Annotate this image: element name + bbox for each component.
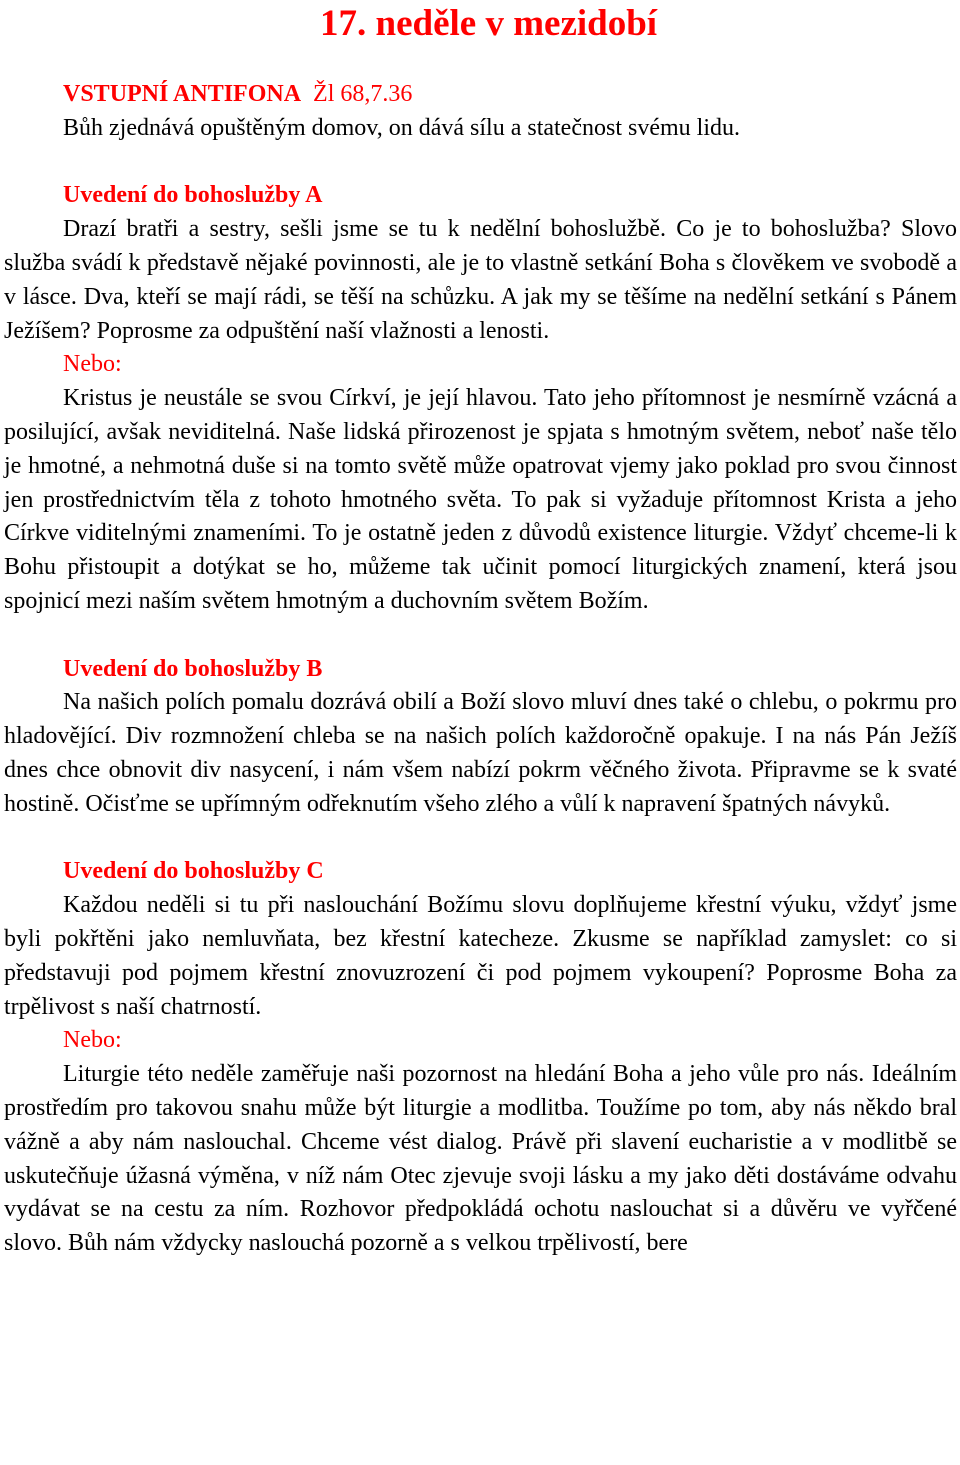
entrance-antiphon-text: Bůh zjednává opuštěným domov, on dává sílu a statečnost svému lidu. bbox=[63, 114, 740, 141]
intro-c-heading: Uvedení do bohoslužby C bbox=[63, 858, 324, 885]
intro-b-heading: Uvedení do bohoslužby B bbox=[63, 655, 323, 682]
entrance-antiphon-heading bbox=[4, 78, 957, 112]
intro-a-heading: Uvedení do bohoslužby A bbox=[63, 182, 323, 209]
spacer bbox=[4, 822, 957, 856]
document-page bbox=[4, 0, 957, 1261]
entrance-antiphon-reference: Žl 68,7.36 bbox=[313, 81, 413, 107]
intro-a-paragraph-2: Kristus je neustále se svou Církví, je její hlavou. Tato jeho přítomnost je nesmírně vzácná a posilující, avšak neviditelná. Naše lidská přirozenost je spjata s hmotným světem, neboť naše tělo je hmotné, a nehmotná duše si na tomto světě může opatrovat vjemy jako poklad pro svou činnost jen prostřednictvím těla z tohoto hmotného světa. To pak si vyžaduje přítomnost Krista a jeho Církve viditelnými znameními. To je ostatně jeden z důvodů existence liturgie. Vždyť chceme-li k Bohu přistoupit a dotýkat se ho, můžeme tak učinit pomocí liturgických znamení, která jsou spojnicí mezi naším světem hmotným a duchovním světem Božím. bbox=[4, 385, 957, 614]
spacer bbox=[4, 619, 957, 653]
spacer bbox=[4, 146, 957, 180]
intro-b-paragraph-1: Na našich polích pomalu dozrává obilí a Boží slovo mluví dnes také o chlebu, o pokrmu pro hladovějící. Div rozmnožení chleba se na našich polích každoročně opakuje. I na nás Pán Ježíš dnes chce obnovit div nasycení, i nám všem nabízí pokrm věčného života. Připravme se k svaté hostině. Očisťme se upřímným odřeknutím všeho zlého a vůlí k napravení špatných návyků. bbox=[4, 689, 957, 817]
intro-c-paragraph-1: Každou neděli si tu při naslouchání Božímu slovu doplňujeme křestní výuku, vždyť jsme byli pokřtěni jako nemluvňata, bez křestní katecheze. Zkusme se například zamyslet: co si představuji pod pojmem křestní znovuzrození či pod pojmem vykoupení? Poprosme Boha za trpělivost s naší chatrností. bbox=[4, 892, 957, 1020]
page-title: 17. neděle v mezidobí bbox=[320, 3, 658, 44]
intro-c-paragraph-2: Liturgie této neděle zaměřuje naši pozornost na hledání Boha a jeho vůle pro nás. Ideálním prostředím pro takovou snahu může být liturgie a modlitba. Toužíme po tom, aby nás někdo bral vážně a aby nám naslouchal. Chceme vést dialog. Právě při slavení eucharistie a v modlitbě se uskutečňuje úžasná výměna, v níž nám Otec zjevuje svoji lásku a my jako děti dostáváme odvahu vydávat se na cestu za ním. Rozhovor předpokládá ochotu naslouchat si a důvěru ve vyřčené slovo. Bůh nám vždycky naslouchá pozorně a s velkou trpělivostí, bere bbox=[4, 1061, 957, 1257]
intro-a-or-label: Nebo: bbox=[63, 351, 122, 378]
intro-a-paragraph-1: Drazí bratři a sestry, sešli jsme se tu k nedělní bohoslužbě. Co je to bohoslužba? Slovo služba svádí k představě nějaké povinnosti, ale je to vlastně setkání Boha s člověkem ve svobodě a v lásce. Dva, kteří se mají rádi, se těší na schůzku. A jak my se těšíme na nedělní setkání s Pánem Ježíšem? Poprosme za odpuštění naší vlažnosti a lenosti. bbox=[4, 216, 957, 344]
entrance-antiphon-label: VSTUPNÍ ANTIFONA bbox=[63, 81, 302, 107]
intro-c-or-label: Nebo: bbox=[63, 1027, 122, 1054]
